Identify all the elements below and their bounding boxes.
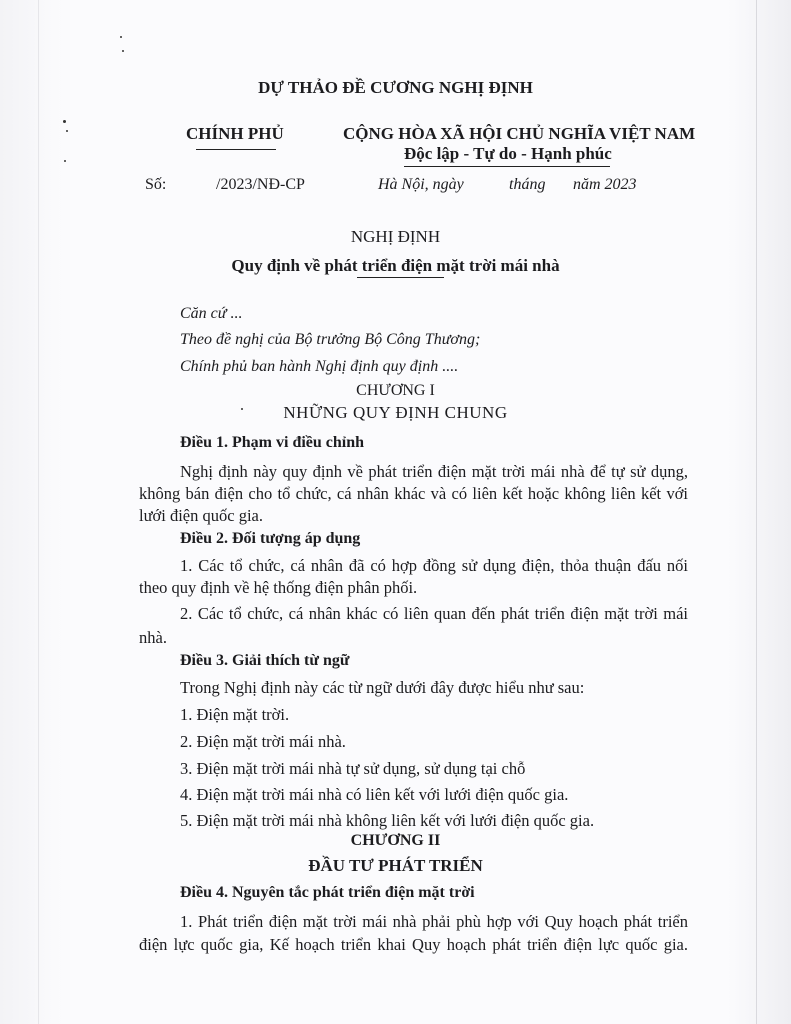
preamble-line: Theo đề nghị của Bộ trưởng Bộ Công Thương; [180, 331, 481, 348]
article-1-line: Nghị định này quy định về phát triển điện mặt trời mái nhà để tự sử dụng, [180, 462, 688, 481]
article-1-heading: Điều 1. Phạm vi điều chỉnh [180, 434, 365, 451]
chapter-1-title: NHỮNG QUY ĐỊNH CHUNG [283, 403, 508, 422]
preamble-line: Chính phủ ban hành Nghị định quy định .... [180, 358, 459, 375]
article-3-item: 1. Điện mặt trời. [180, 705, 290, 724]
national-motto: Độc lập - Tự do - Hạnh phúc [404, 144, 612, 163]
article-3-item: 2. Điện mặt trời mái nhà. [180, 732, 346, 751]
subtitle-underline [357, 277, 444, 278]
article-3-item: 5. Điện mặt trời mái nhà không liên kết với lưới điện quốc gia. [180, 811, 595, 830]
article-3-item: 3. Điện mặt trời mái nhà tự sử dụng, sử dụng tại chỗ [180, 759, 526, 778]
article-1-line: không bán điện cho tổ chức, cá nhân khác và có liên kết hoặc không liên kết với [139, 484, 688, 503]
preamble-line: Căn cứ ... [180, 305, 243, 322]
article-2-item-1-line: theo quy định về hệ thống điện phân phối. [139, 578, 418, 597]
scan-speck [120, 36, 122, 38]
article-3-intro: Trong Nghị định này các từ ngữ dưới đây được hiểu như sau: [180, 678, 585, 697]
scan-speck [66, 130, 68, 132]
draft-title: DỰ THẢO ĐỀ CƯƠNG NGHỊ ĐỊNH [258, 78, 533, 97]
chapter-2-title: ĐẦU TƯ PHÁT TRIỂN [308, 856, 483, 875]
chapter-1-number: CHƯƠNG I [356, 382, 435, 399]
decree-title: NGHỊ ĐỊNH [350, 227, 441, 246]
article-2-heading: Điều 2. Đối tượng áp dụng [180, 530, 361, 547]
scan-speck [122, 50, 124, 52]
place-date: Hà Nội, ngày [378, 176, 464, 193]
date-month: tháng [509, 176, 546, 193]
article-2-item-1-line: 1. Các tổ chức, cá nhân đã có hợp đồng sử dụng điện, thỏa thuận đấu nối [180, 556, 688, 575]
scan-speck [64, 160, 66, 162]
issuer-name: CHÍNH PHỦ [186, 124, 284, 143]
article-4-line: điện lực quốc gia, Kế hoạch triển khai Quy hoạch phát triển điện lực quốc gia. [139, 935, 688, 954]
article-2-item-2-line: nhà. [139, 628, 167, 647]
issuer-underline [196, 149, 276, 150]
number-value: /2023/NĐ-CP [216, 176, 305, 193]
article-4-heading: Điều 4. Nguyên tắc phát triển điện mặt trời [180, 884, 475, 901]
number-label: Số: [145, 176, 167, 193]
date-year: năm 2023 [573, 176, 637, 193]
article-2-item-2-line: 2. Các tổ chức, cá nhân khác có liên quan đến phát triển điện mặt trời mái [180, 604, 688, 623]
article-3-heading: Điều 3. Giải thích từ ngữ [180, 652, 350, 669]
decree-subtitle: Quy định về phát triển điện mặt trời mái nhà [231, 256, 560, 275]
article-1-line: lưới điện quốc gia. [139, 506, 263, 525]
article-4-line: 1. Phát triển điện mặt trời mái nhà phải phù hợp với Quy hoạch phát triển [180, 912, 688, 931]
article-3-item: 4. Điện mặt trời mái nhà có liên kết với lưới điện quốc gia. [180, 785, 569, 804]
chapter-2-number: CHƯƠNG II [350, 832, 441, 849]
scan-speck [63, 120, 66, 123]
motto-underline [404, 166, 610, 167]
national-title: CỘNG HÒA XÃ HỘI CHỦ NGHĨA VIỆT NAM [343, 124, 696, 143]
